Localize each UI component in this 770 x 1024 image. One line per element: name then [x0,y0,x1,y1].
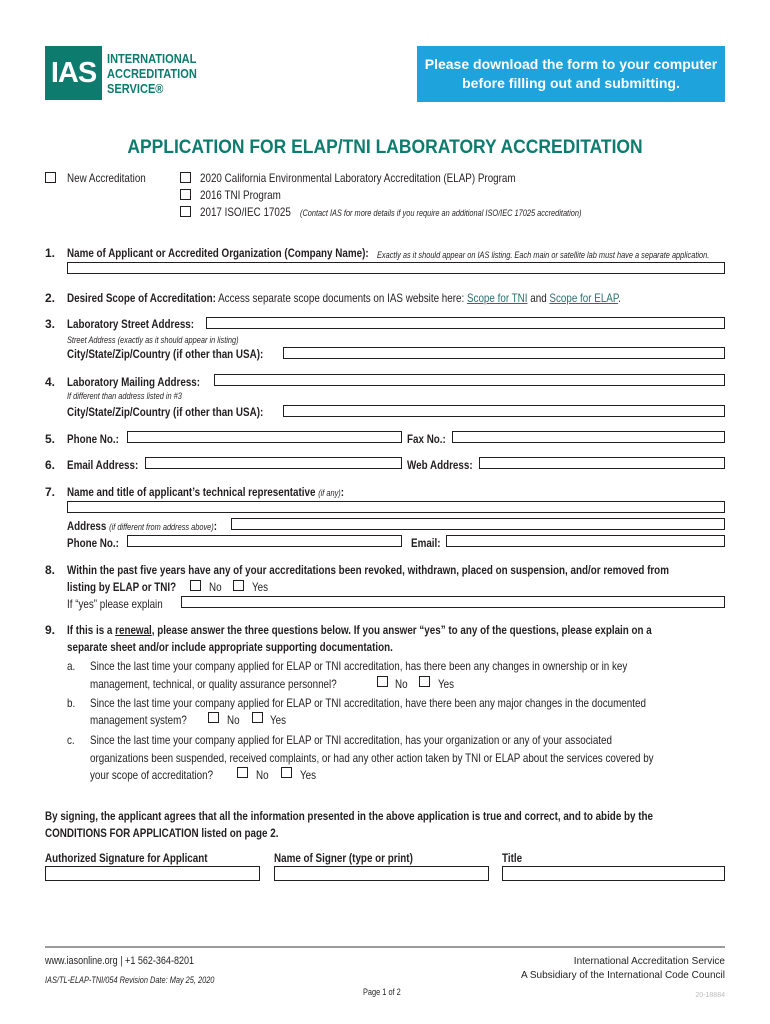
q1-label: Name of Applicant or Accredited Organization (Company Name): [67,246,369,260]
title-field[interactable] [502,866,725,881]
rep-email-label: Email: [411,536,441,550]
q9b-letter: b. [67,696,76,710]
footer-org [521,955,725,1003]
logo-line-2: ACCREDITATION [107,66,197,81]
q7-label-note: (if any) [318,488,341,498]
street-city-field[interactable] [283,347,725,359]
web-field[interactable] [479,457,725,469]
q6-number: 6. [45,458,56,472]
q7-address-note: (if different from address above) [109,522,214,532]
signer-name-label: Name of Signer (type or print) [274,851,413,865]
signing-line2: CONDITIONS FOR APPLICATION listed on page 2. [45,826,279,840]
rep-phone-label: Phone No.: [67,536,119,550]
q8-yes-checkbox[interactable] [233,580,244,591]
web-label: Web Address: [407,458,473,472]
tni-label: 2016 TNI Program [200,188,281,202]
signature-label: Authorized Signature for Applicant [45,851,208,865]
ias-logo-mark: IAS [45,46,102,100]
q1-number: 1. [45,246,56,260]
q9-line1-a: If this is a [67,623,113,637]
email-label: Email Address: [67,458,139,472]
email-field[interactable] [145,457,402,469]
tni-checkbox[interactable] [180,189,191,200]
q2-and: and [530,291,547,305]
q9-line1-b: , please answer the three questions below. If you answer “yes” to any of the questions, please explain on a [151,623,652,637]
q2-period: . [618,291,621,305]
q3-label: Laboratory Street Address: [67,317,195,331]
q8-line1: Within the past five years have any of your accreditations been revoked, withdrawn, placed on suspension, and/or removed from [67,563,669,577]
rep-address-field[interactable] [231,518,725,530]
q9b-yes-label: Yes [270,713,287,727]
q4-city-label: City/State/Zip/Country (if other than USA): [67,405,264,419]
q1-note: Exactly as it should appear on IAS listing. Each main or satellite lab must have a separate application. [377,250,710,260]
q4-note: If different than address listed in #3 [67,391,182,401]
street-address-field[interactable] [206,317,725,329]
q8-explain-label: If “yes” please explain [67,597,163,611]
q7-address-label: Address [67,519,107,533]
q7-label-row [67,485,344,499]
q9-line2: separate sheet and/or include appropriate supporting documentation. [67,640,393,654]
new-accreditation-checkbox[interactable] [45,172,56,183]
new-accreditation-label: New Accreditation [67,171,146,185]
mailing-address-field[interactable] [214,374,725,386]
signature-field[interactable] [45,866,260,881]
q9b-line1: Since the last time your company applied for ELAP or TNI accreditation, have there been any major changes in the documented [90,696,646,710]
q7-label: Name and title of applicant’s technical representative [67,485,316,499]
q9c-line2: organizations been suspended, received complaints, or had any other action taken by TNI or ELAP about the services covered by [90,751,654,765]
q7-address-colon: : [213,519,218,533]
footer-page: Page 1 of 2 [363,987,401,997]
q9b-yes-checkbox[interactable] [252,712,263,723]
q9-renewal: renewal [115,623,152,637]
q9a-letter: a. [67,659,76,673]
q8-no-checkbox[interactable] [190,580,201,591]
q8-no-label: No [209,580,222,594]
q9a-line1: Since the last time your company applied for ELAP or TNI accreditation, has there been any changes in ownership or in key [90,659,628,673]
logo-line-3: SERVICE® [107,81,164,96]
q4-label: Laboratory Mailing Address: [67,375,201,389]
banner-line-1: Please download the form to your computer [424,56,718,72]
q8-yes-label: Yes [252,580,269,594]
title-label: Title [502,851,523,865]
q8-explain-field[interactable] [181,596,725,608]
footer-code: 20-18884 [695,992,725,999]
q9a-no-label: No [395,677,408,691]
fax-label: Fax No.: [407,432,446,446]
q9b-no-label: No [227,713,240,727]
scope-tni-link[interactable]: Scope for TNI [466,291,528,305]
q9c-line1: Since the last time your company applied for ELAP or TNI accreditation, has your organization or any of your associated [90,733,612,747]
phone-label: Phone No.: [67,432,119,446]
q9c-no-label: No [256,768,269,782]
technical-rep-field[interactable] [67,501,725,513]
iso-label: 2017 ISO/IEC 17025 [200,205,291,219]
fax-field[interactable] [452,431,725,443]
q9c-yes-label: Yes [300,768,317,782]
rep-email-field[interactable] [446,535,725,547]
footer-contact: www.iasonline.org | +1 562-364-8201 [45,955,195,967]
q7-number: 7. [45,485,56,499]
q9c-yes-checkbox[interactable] [281,767,292,778]
page-title: APPLICATION FOR ELAP/TNI LABORATORY ACCREDITATION [127,137,643,158]
q3-city-label: City/State/Zip/Country (if other than USA): [67,347,264,361]
q2-text: Access separate scope documents on IAS website here: [218,291,465,305]
q9a-line2: management, technical, or quality assurance personnel? [90,677,337,691]
rep-phone-field[interactable] [127,535,402,547]
q9b-no-checkbox[interactable] [208,712,219,723]
q9c-letter: c. [67,733,75,747]
iso-note: (Contact IAS for more details if you require an additional ISO/IEC 17025 accreditation) [300,208,582,218]
ias-logo-text [107,51,197,96]
footer-org-2: A Subsidiary of the International Code Council [520,970,725,981]
q9-line1 [67,623,652,637]
q3-number: 3. [45,317,56,331]
elap-checkbox[interactable] [180,172,191,183]
logo-line-1: INTERNATIONAL [107,51,197,66]
q2-label: Desired Scope of Accreditation: [67,291,216,305]
q8-number: 8. [45,563,56,577]
download-banner [417,46,725,102]
q9c-no-checkbox[interactable] [237,767,248,778]
q9c-line3: your scope of accreditation? [90,768,214,782]
footer-divider [45,946,725,948]
signing-line1: By signing, the applicant agrees that all the information presented in the above application is true and correct, and to abide by the [45,809,654,823]
elap-label: 2020 California Environmental Laboratory Accreditation (ELAP) Program [200,171,516,185]
q7-colon: : [340,485,345,499]
signer-name-field[interactable] [274,866,489,881]
phone-field[interactable] [127,431,402,443]
q9-number: 9. [45,623,56,637]
footer-org-1: International Accreditation Service [573,956,725,967]
q9b-line2: management system? [90,713,187,727]
banner-line-2: before filling out and submitting. [462,75,680,91]
q2-row [67,291,621,305]
q7-address-row [67,519,217,533]
q9a-yes-label: Yes [438,677,455,691]
q9a-no-checkbox[interactable] [377,676,388,687]
q8-line2: listing by ELAP or TNI? [67,580,177,594]
q5-number: 5. [45,432,56,446]
q4-number: 4. [45,375,56,389]
footer-revision: IAS/TL-ELAP-TNI/054 Revision Date: May 25, 2020 [45,975,215,985]
scope-elap-link[interactable]: Scope for ELAP [549,291,619,305]
q9a-yes-checkbox[interactable] [419,676,430,687]
company-name-field[interactable] [67,262,725,274]
q3-note: Street Address (exactly as it should appear in listing) [67,335,239,345]
q2-number: 2. [45,291,56,305]
iso-checkbox[interactable] [180,206,191,217]
mailing-city-field[interactable] [283,405,725,417]
